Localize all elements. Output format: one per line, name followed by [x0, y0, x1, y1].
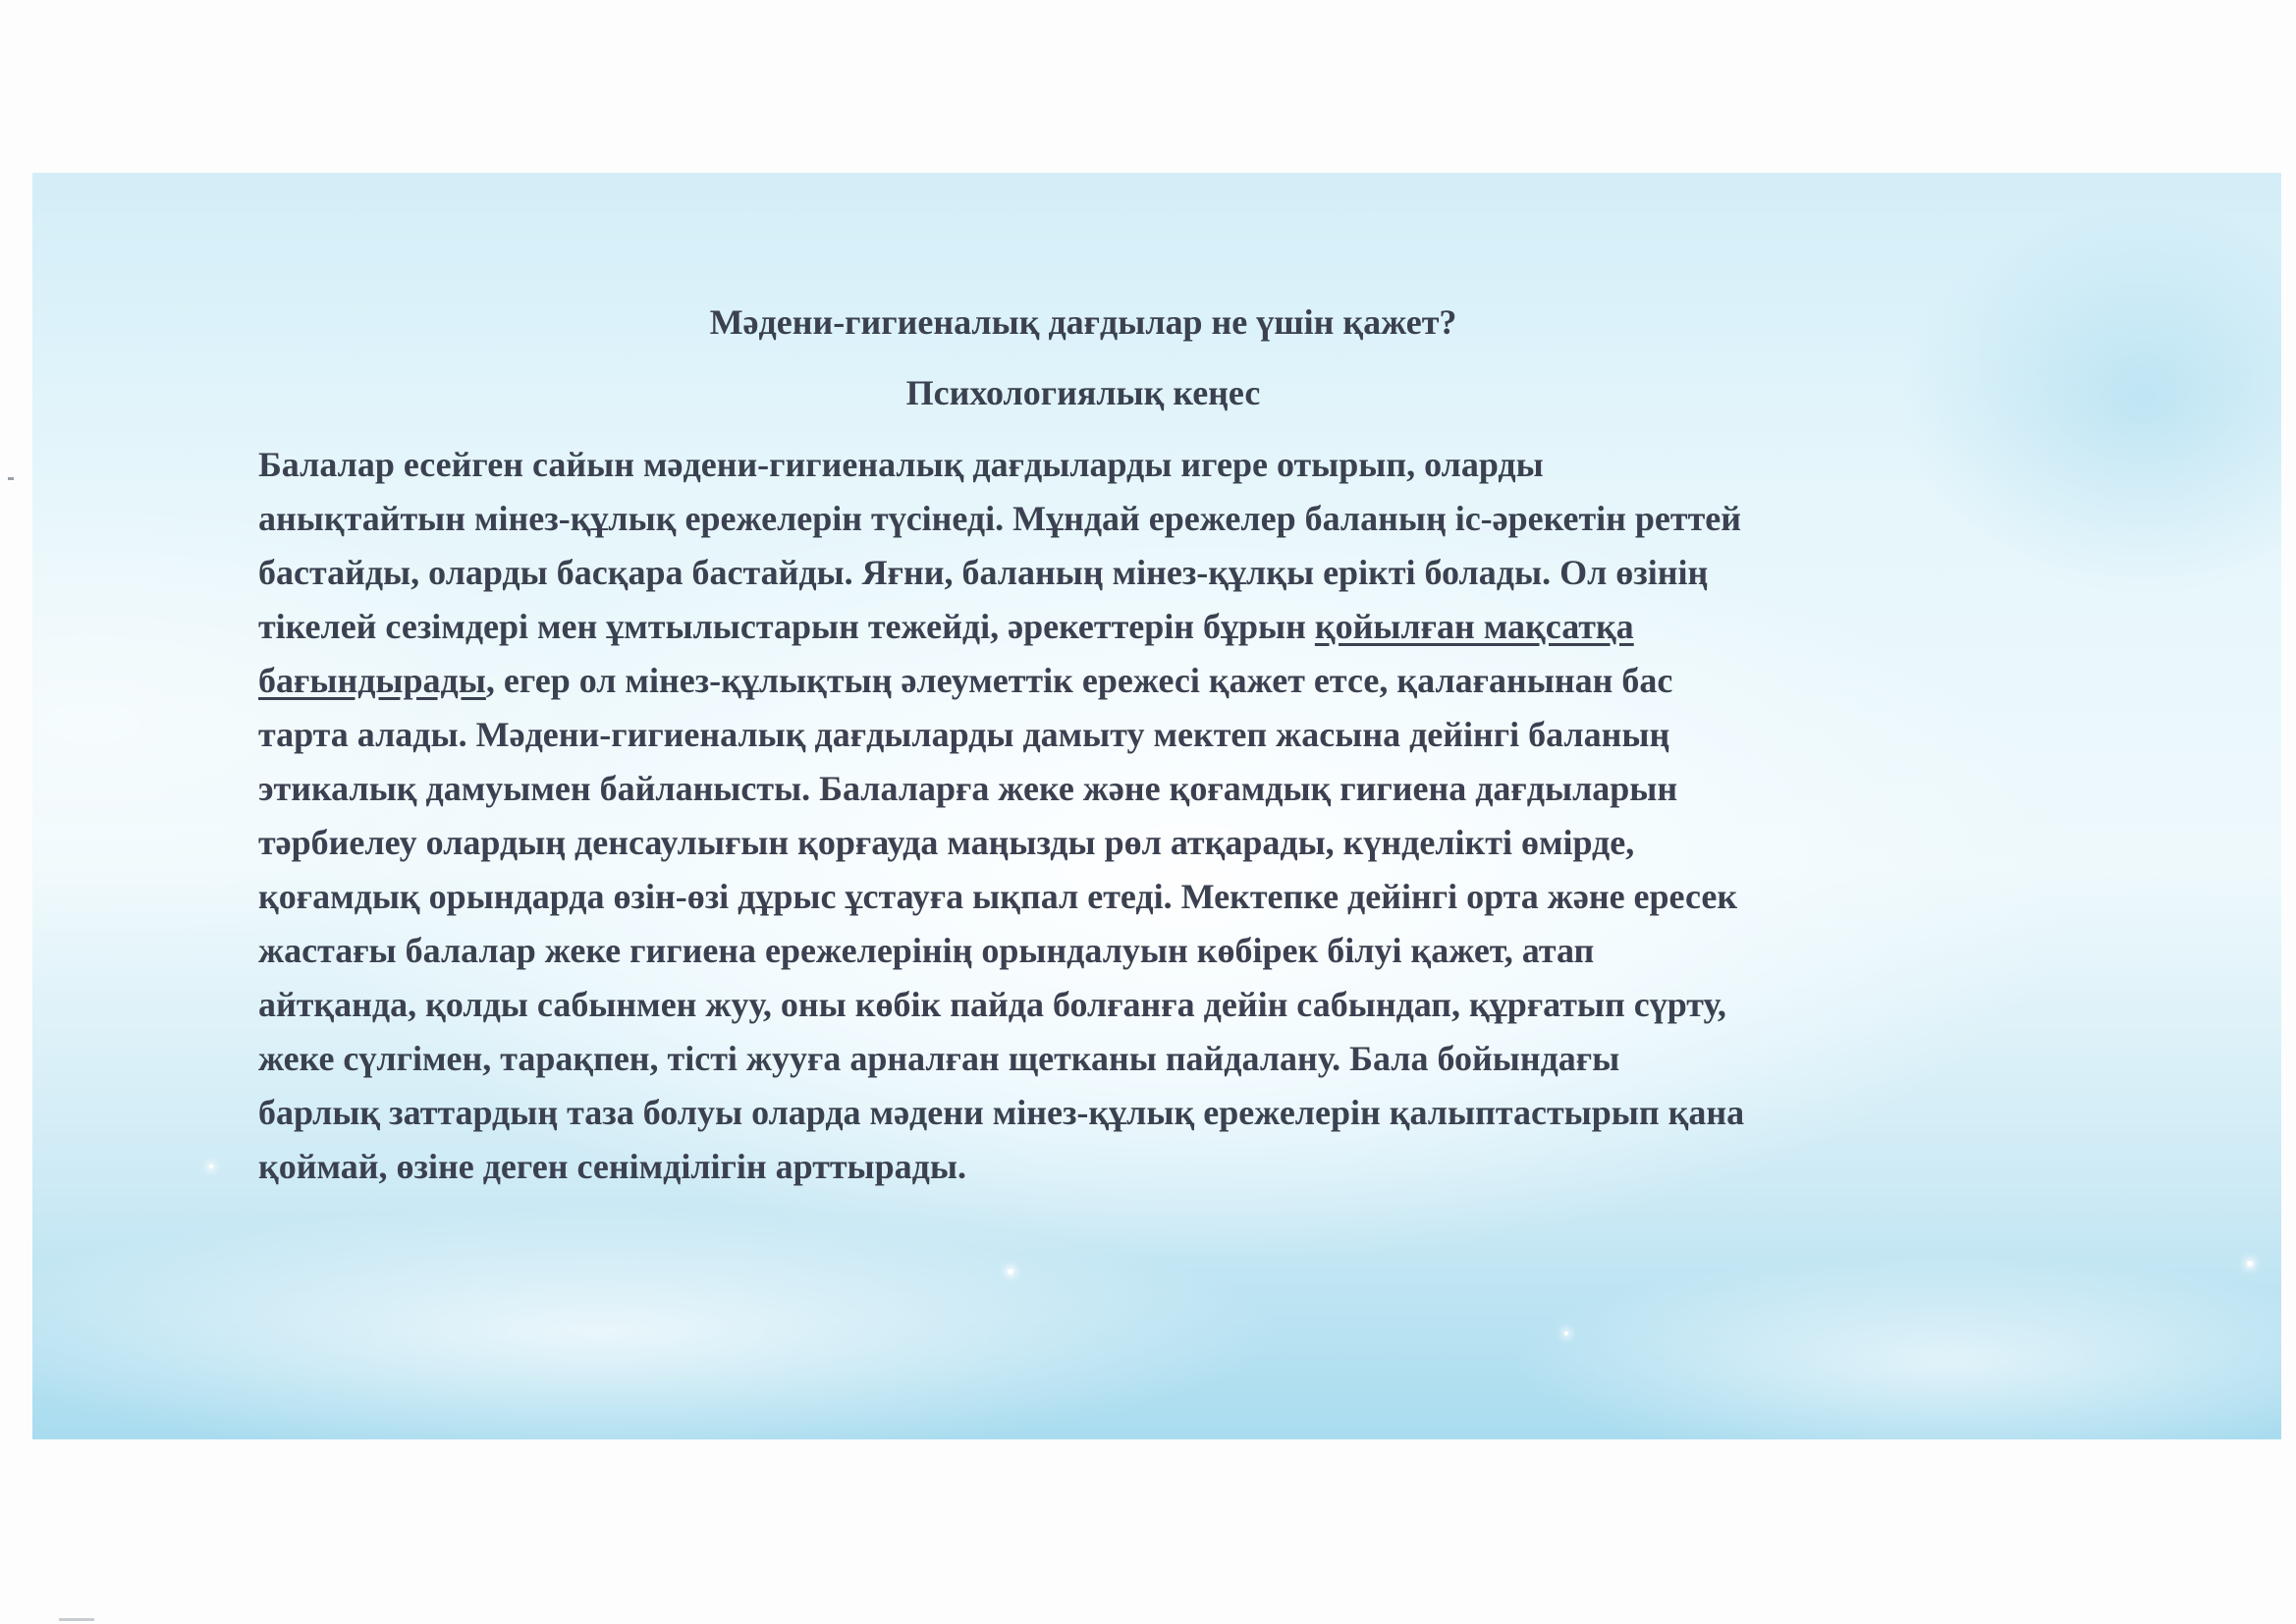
body-line: бастайды, оларды басқара бастайды. Яғни, баланың мінез-құлқы ерікті болады. Ол өзінің: [258, 553, 1709, 592]
document-title: Мәдени-гигиеналық дағдылар не үшін қажет?: [709, 302, 1457, 342]
scan-mark-left: [8, 477, 14, 480]
sparkle: [209, 1164, 213, 1168]
underlined-phrase: қойылған мақсатқа: [1314, 607, 1634, 646]
scan-mark-bottom: [59, 1618, 94, 1621]
body-line: Балалар есейген сайын мәдени-гигиеналық дағдыларды игере отырып, оларды: [258, 445, 1544, 484]
background-banner: [32, 173, 2281, 1439]
sparkle: [1564, 1331, 1568, 1335]
body-text-run: тікелей сезімдері мен ұмтылыстарын тежейді, әрекеттерін бұрын: [258, 607, 1315, 646]
sparkle: [2247, 1261, 2253, 1267]
document-body: [258, 438, 2085, 1194]
body-line: барлық заттардың таза болуы оларда мәдени мінез-құлық ережелерін қалыптастырып қана: [258, 1093, 1745, 1132]
underlined-phrase: бағындырады: [258, 661, 486, 700]
body-line: жеке сүлгімен, тарақпен, тісті жууға арналған щетканы пайдалану. Бала бойындағы: [258, 1039, 1620, 1078]
body-line: қоймай, өзіне деген сенімділігін арттырады.: [258, 1147, 967, 1186]
document-subtitle: Психологиялық кеңес: [905, 373, 1261, 412]
body-line: этикалық дамуымен байланысты. Балаларға жеке және қоғамдық гигиена дағдыларын: [258, 769, 1678, 808]
body-line: қоғамдық орындарда өзін-өзі дұрыс ұстауға ықпал етеді. Мектепке дейінгі орта және ересек: [258, 877, 1738, 916]
body-line: жастағы балалар жеке гигиена ережелерінің орындалуын көбірек білуі қажет, атап: [258, 931, 1595, 970]
body-line: [258, 600, 2085, 654]
body-line: тарта алады. Мәдени-гигиеналық дағдыларды дамыту мектеп жасына дейінгі баланың: [258, 715, 1670, 754]
body-line: [258, 654, 2085, 708]
advice-document: [258, 298, 2085, 1194]
body-line: тәрбиелеу олардың денсаулығын қорғауда маңызды рөл атқарады, күнделікті өмірде,: [258, 823, 1635, 862]
sparkle: [1008, 1269, 1013, 1274]
body-line: анықтайтын мінез-құлық ережелерін түсінеді. Мұндай ережелер баланың іс-әрекетін реттей: [258, 499, 1741, 538]
banner-glow: [1505, 1253, 2281, 1439]
body-line: айтқанда, қолды сабынмен жуу, оны көбік пайда болғанға дейін сабындап, құрғатып сүрту,: [258, 985, 1726, 1024]
body-text-run: , егер ол мінез-құлықтың әлеуметтік ережесі қажет етсе, қалағанынан бас: [485, 661, 1673, 700]
banner-glow: [32, 1204, 1289, 1439]
